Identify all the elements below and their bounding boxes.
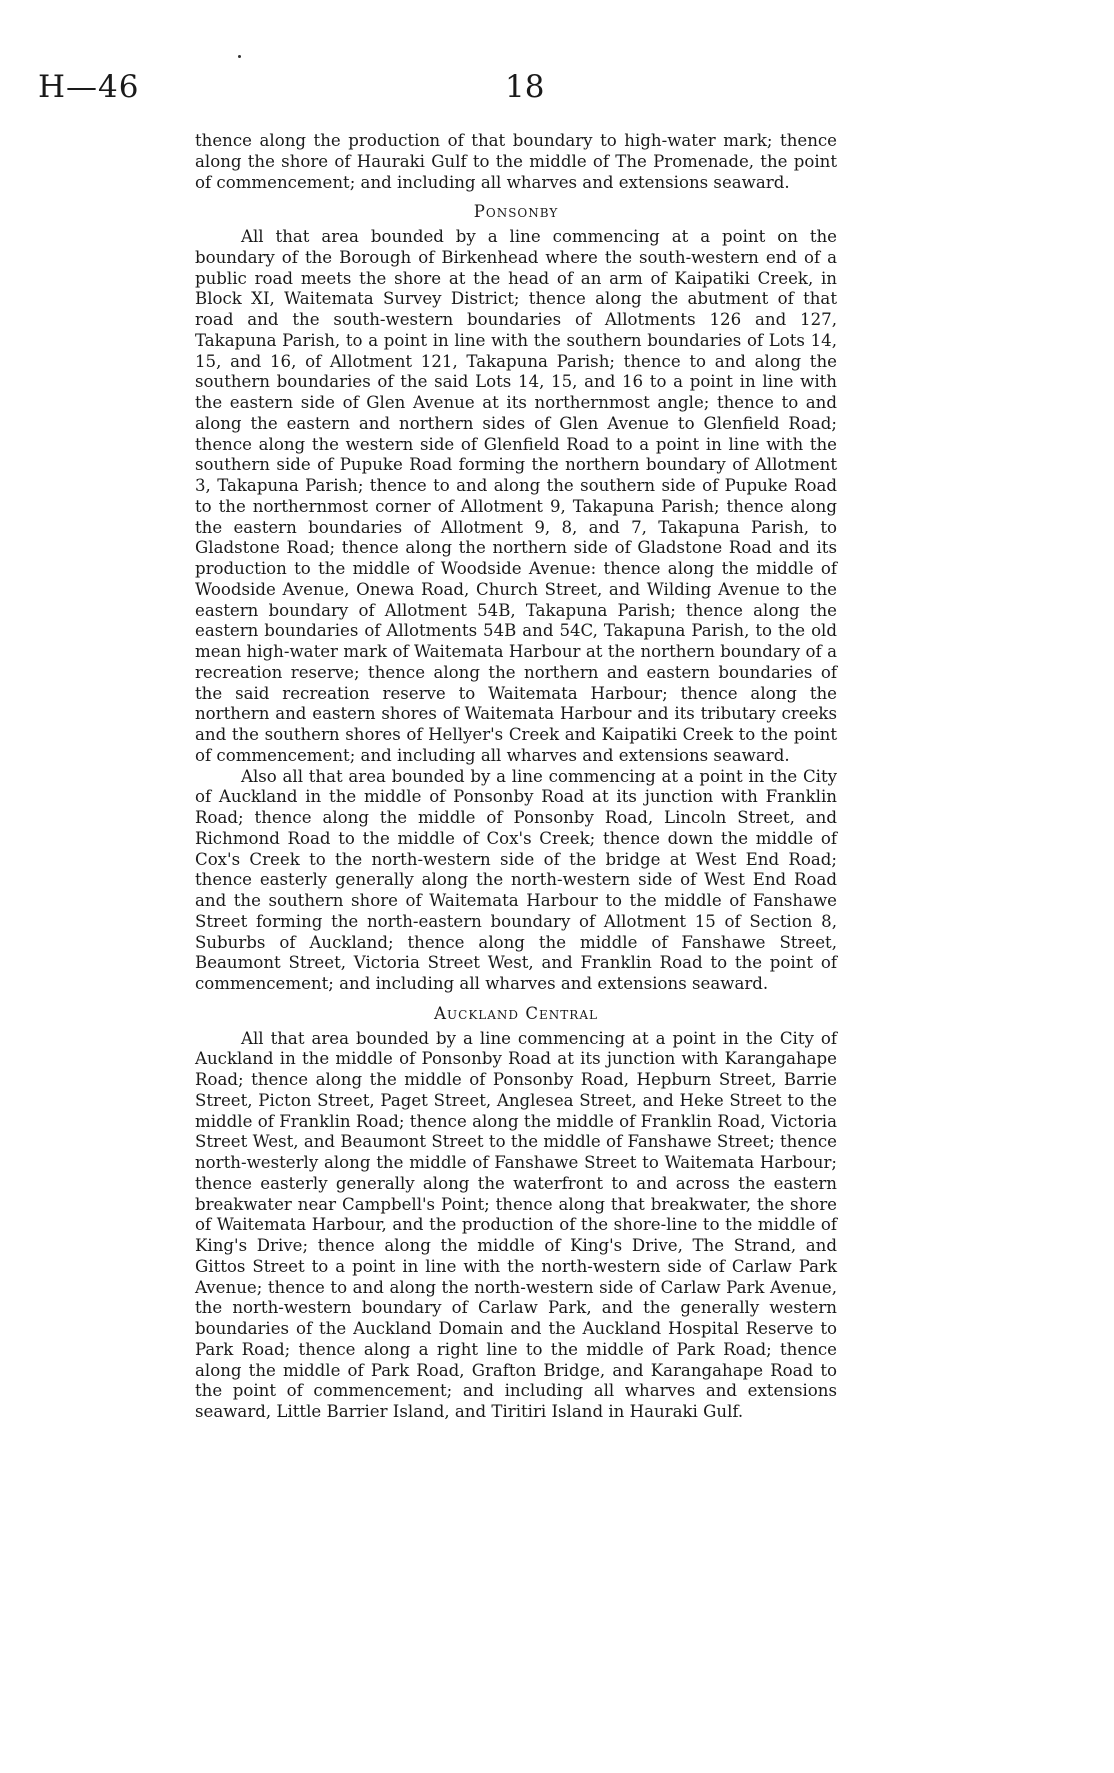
opening-paragraph: thence along the production of that boundary to high-water mark; thence along the shore of Hauraki Gulf to the middle of The Promenade, the point of commencement; and including all wharves and extensions seaward. (195, 131, 837, 192)
ponsonby-paragraph-1: All that area bounded by a line commencing at a point on the boundary of the Borough of Birkenhead where the south-western end of a public road meets the shore at the head of an arm of Kaipatiki Creek, in Block XI, Waitemata Survey District; thence along the abutment of that road and the south-western boundaries of Allotments 126 and 127, Takapuna Parish, to a point in line with the southern boundaries of Lots 14, 15, and 16, of Allotment 121, Takapuna Parish; thence to and along the southern boundaries of the said Lots 14, 15, and 16 to a point in line with the eastern side of Glen Avenue at its northernmost angle; thence to and along the eastern and northern sides of Glen Avenue to Glenfield Road; thence along the western side of Glenfield Road to a point in line with the southern side of Pupuke Road forming the northern boundary of Allotment 3, Takapuna Parish; thence to and along the southern side of Pupuke Road to the northernmost corner of Allotment 9, Takapuna Parish; thence along the eastern boundaries of Allotment 9, 8, and 7, Takapuna Parish, to Gladstone Road; thence along the northern side of Gladstone Road and its production to the middle of Woodside Avenue: thence along the middle of Woodside Avenue, Onewa Road, Church Street, and Wilding Avenue to the eastern boundary of Allotment 54B, Takapuna Parish; thence along the eastern boundaries of Allotments 54B and 54C, Takapuna Parish, to the old mean high-water mark of Waitemata Harbour at the northern boundary of a recreation reserve; thence along the northern and eastern boundaries of the said recreation reserve to Waitemata Harbour; thence along the northern and eastern shores of Waitemata Harbour and its tributary creeks and the southern shores of Hellyer's Creek and Kaipatiki Creek to the point of commencement; and including all wharves and extensions seaward. (195, 227, 837, 765)
print-speck (238, 55, 241, 58)
page-body (195, 131, 837, 1423)
page-number: 18 (505, 69, 545, 105)
document-reference: H—46 (38, 69, 140, 105)
ponsonby-paragraph-2: Also all that area bounded by a line commencing at a point in the City of Auckland in the middle of Ponsonby Road at its junction with Franklin Road; thence along the middle of Ponsonby Road, Lincoln Street, and Richmond Road to the middle of Cox's Creek; thence down the middle of Cox's Creek to the north-western side of the bridge at West End Road; thence easterly generally along the north-western side of West End Road and the southern shore of Waitemata Harbour to the middle of Fanshawe Street forming the north-eastern boundary of Allotment 15 of Section 8, Suburbs of Auckland; thence along the middle of Fanshawe Street, Beaumont Street, Victoria Street West, and Franklin Road to the point of commencement; and including all wharves and extensions seaward. (195, 766, 837, 993)
section-heading-ponsonby: Ponsonby (473, 202, 559, 222)
section-heading-auckland-central: Auckland Central (434, 1003, 598, 1023)
auckland-central-paragraph-1: All that area bounded by a line commencing at a point in the City of Auckland in the middle of Ponsonby Road at its junction with Karangahape Road; thence along the middle of Ponsonby Road, Hepburn Street, Barrie Street, Picton Street, Paget Street, Anglesea Street, and Heke Street to the middle of Franklin Road; thence along the middle of Franklin Road, Victoria Street West, and Beaumont Street to the middle of Fanshawe Street; thence north-westerly along the middle of Fanshawe Street to Waitemata Harbour; thence easterly generally along the waterfront to and across the eastern breakwater near Campbell's Point; thence along that breakwater, the shore of Waitemata Harbour, and the production of the shore-line to the middle of King's Drive; thence along the middle of King's Drive, The Strand, and Gittos Street to a point in line with the north-western side of Carlaw Park Avenue; thence to and along the north-western side of Carlaw Park Avenue, the north-western boundary of Carlaw Park, and the generally western boundaries of the Auckland Domain and the Auckland Hospital Reserve to Park Road; thence along a right line to the middle of Park Road; thence along the middle of Park Road, Grafton Bridge, and Karangahape Road to the point of commencement; and including all wharves and extensions seaward, Little Barrier Island, and Tiritiri Island in Hauraki Gulf. (195, 1028, 837, 1421)
